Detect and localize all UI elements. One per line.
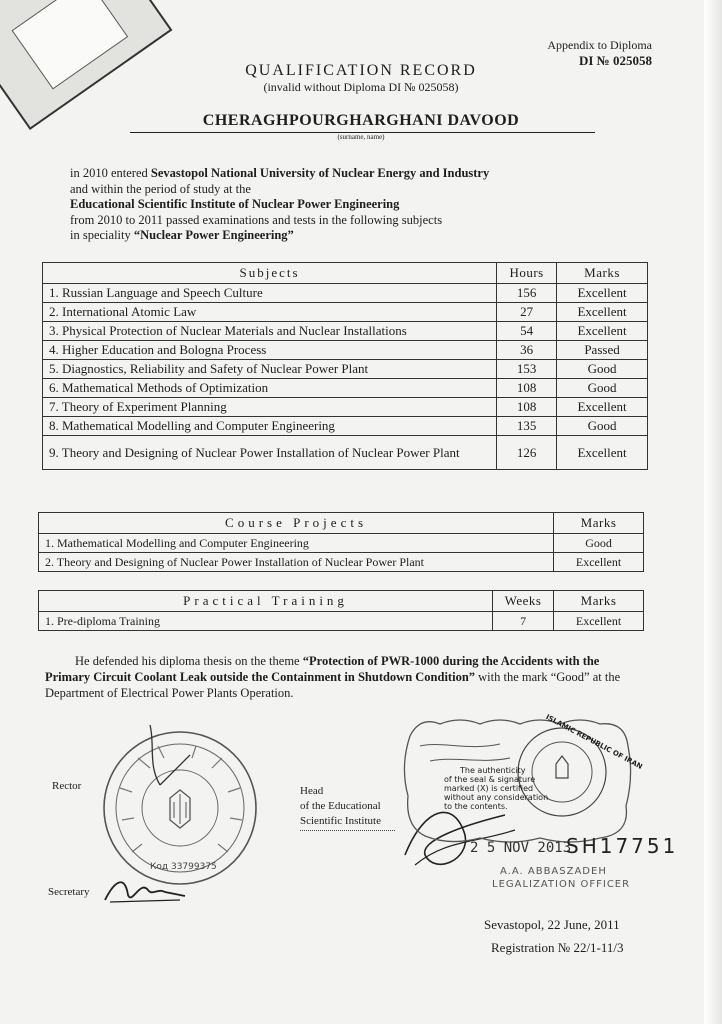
projects-header-row xyxy=(39,513,644,534)
practical-training-header: Practical Training xyxy=(39,591,493,612)
subject-hours: 126 xyxy=(497,436,557,470)
project-mark: Excellent xyxy=(554,553,644,572)
officer-title: LEGALIZATION OFFICER xyxy=(492,879,631,890)
training-weeks: 7 xyxy=(493,612,554,631)
subject-row xyxy=(43,417,648,436)
subject-row xyxy=(43,379,648,398)
speciality-name: “Nuclear Power Engineering” xyxy=(133,228,294,242)
subjects-header: Subjects xyxy=(43,263,497,284)
subject-name: 7. Theory of Experiment Planning xyxy=(43,398,497,417)
institute-name: Educational Scientific Institute of Nuclear Power Engineering xyxy=(70,197,400,211)
rector-signature xyxy=(140,715,220,795)
subject-mark: Passed xyxy=(557,341,648,360)
thesis-title: “Protection of PWR-1000 during the Accidents with the Primary Circuit Coolant Leak outside the Containment in Shutdown Condition” xyxy=(45,654,600,684)
subject-hours: 54 xyxy=(497,322,557,341)
secretary-label: Secretary xyxy=(48,886,90,898)
subject-name: 5. Diagnostics, Reliability and Safety of Nuclear Power Plant xyxy=(43,360,497,379)
subject-mark: Good xyxy=(557,417,648,436)
subject-name: 9. Theory and Designing of Nuclear Power Installation of Nuclear Power Plant xyxy=(43,436,497,470)
project-name: 2. Theory and Designing of Nuclear Power Installation of Nuclear Power Plant xyxy=(39,553,554,572)
project-mark: Good xyxy=(554,534,644,553)
subjects-header-row xyxy=(43,263,648,284)
thesis-mark: with the mark “Good” at the Department of Electrical Power Plants Operation. xyxy=(45,670,621,700)
practical-training-table xyxy=(38,590,644,631)
head-label-line1: Head xyxy=(300,785,324,797)
subject-mark: Good xyxy=(557,360,648,379)
stamp-arc-text: ISLAMIC REPUBLIC OF IRAN xyxy=(544,713,644,771)
subject-name: 1. Russian Language and Speech Culture xyxy=(43,284,497,303)
subject-hours: 27 xyxy=(497,303,557,322)
subject-hours: 156 xyxy=(497,284,557,303)
weeks-header: Weeks xyxy=(493,591,554,612)
head-label-line2: of the Educational xyxy=(300,800,381,812)
subject-name: 6. Mathematical Methods of Optimization xyxy=(43,379,497,398)
subject-mark: Excellent xyxy=(557,436,648,470)
legalization-stamp xyxy=(400,713,679,877)
training-name: 1. Pre-diploma Training xyxy=(39,612,493,631)
subject-row xyxy=(43,303,648,322)
document-title: QUALIFICATION RECORD xyxy=(245,62,477,79)
subject-hours: 108 xyxy=(497,398,557,417)
course-projects-table xyxy=(38,512,644,572)
subject-mark: Excellent xyxy=(557,303,648,322)
stamp-serial: SH17751 xyxy=(566,834,679,858)
head-label-line3: Scientific Institute xyxy=(300,815,381,827)
subject-hours: 36 xyxy=(497,341,557,360)
subject-row xyxy=(43,436,648,470)
training-row xyxy=(39,612,644,631)
subject-mark: Excellent xyxy=(557,284,648,303)
seal-code: Код 33799375 xyxy=(150,862,217,872)
subject-row xyxy=(43,360,648,379)
place-date: Sevastopol, 22 June, 2011 xyxy=(484,917,620,932)
intro-line2: and within the period of study at the xyxy=(70,181,251,196)
subject-mark: Excellent xyxy=(557,398,648,417)
stamp-date: 2 5 NOV 2013 xyxy=(470,840,572,856)
project-name: 1. Mathematical Modelling and Computer Engineering xyxy=(39,534,554,553)
intro-line1-text: in 2010 entered xyxy=(70,166,151,180)
registration-number: Registration № 22/1-11/3 xyxy=(491,940,624,955)
student-name: CHERAGHPOURGHARGHANI DAVOOD xyxy=(202,112,520,129)
subject-name: 3. Physical Protection of Nuclear Materials and Nuclear Installations xyxy=(43,322,497,341)
subject-row xyxy=(43,284,648,303)
stamp-text-line5: to the contents. xyxy=(444,802,508,811)
subjects-table xyxy=(42,262,648,470)
training-header-row xyxy=(39,591,644,612)
subject-row xyxy=(43,341,648,360)
projects-marks-header: Marks xyxy=(554,513,644,534)
training-mark: Excellent xyxy=(554,612,644,631)
subject-mark: Good xyxy=(557,379,648,398)
training-marks-header: Marks xyxy=(554,591,644,612)
subject-name: 8. Mathematical Modelling and Computer Engineering xyxy=(43,417,497,436)
appendix-label: Appendix to Diploma xyxy=(547,38,652,52)
thesis-paragraph xyxy=(45,653,630,701)
stamp-text-line4: without any consideration xyxy=(444,793,549,802)
thesis-lead: He defended his diploma thesis on the theme xyxy=(75,654,303,668)
subject-row xyxy=(43,398,648,417)
project-row xyxy=(39,534,644,553)
page-edge xyxy=(704,0,722,1024)
stamp-text-line1: The authenticity xyxy=(460,766,526,775)
subject-mark: Excellent xyxy=(557,322,648,341)
intro-line4: from 2010 to 2011 passed examinations and tests in the following subjects xyxy=(70,212,443,227)
intro-line5-text: in speciality xyxy=(70,228,134,242)
document-subtitle: (invalid without Diploma DI № 025058) xyxy=(263,80,459,94)
rector-label: Rector xyxy=(52,780,82,792)
marks-header: Marks xyxy=(557,263,648,284)
officer-name: A.A. ABBASZADEH xyxy=(500,866,607,877)
secretary-signature xyxy=(100,870,190,910)
subject-hours: 108 xyxy=(497,379,557,398)
head-signature-line xyxy=(300,830,395,831)
stamp-text-line2: of the seal & signature xyxy=(444,775,536,784)
project-row xyxy=(39,553,644,572)
intro-paragraph xyxy=(70,166,489,244)
hours-header: Hours xyxy=(497,263,557,284)
diploma-number: DI № 025058 xyxy=(578,53,652,68)
name-caption: (surname, name) xyxy=(337,133,385,141)
subject-hours: 135 xyxy=(497,417,557,436)
subject-hours: 153 xyxy=(497,360,557,379)
subject-row xyxy=(43,322,648,341)
course-projects-header: Course Projects xyxy=(39,513,554,534)
university-name: Sevastopol National University of Nuclear Energy and Industry xyxy=(150,166,490,180)
subject-name: 4. Higher Education and Bologna Process xyxy=(43,341,497,360)
subject-name: 2. International Atomic Law xyxy=(43,303,497,322)
stamp-text-line3: marked (X) is certified xyxy=(444,784,534,793)
